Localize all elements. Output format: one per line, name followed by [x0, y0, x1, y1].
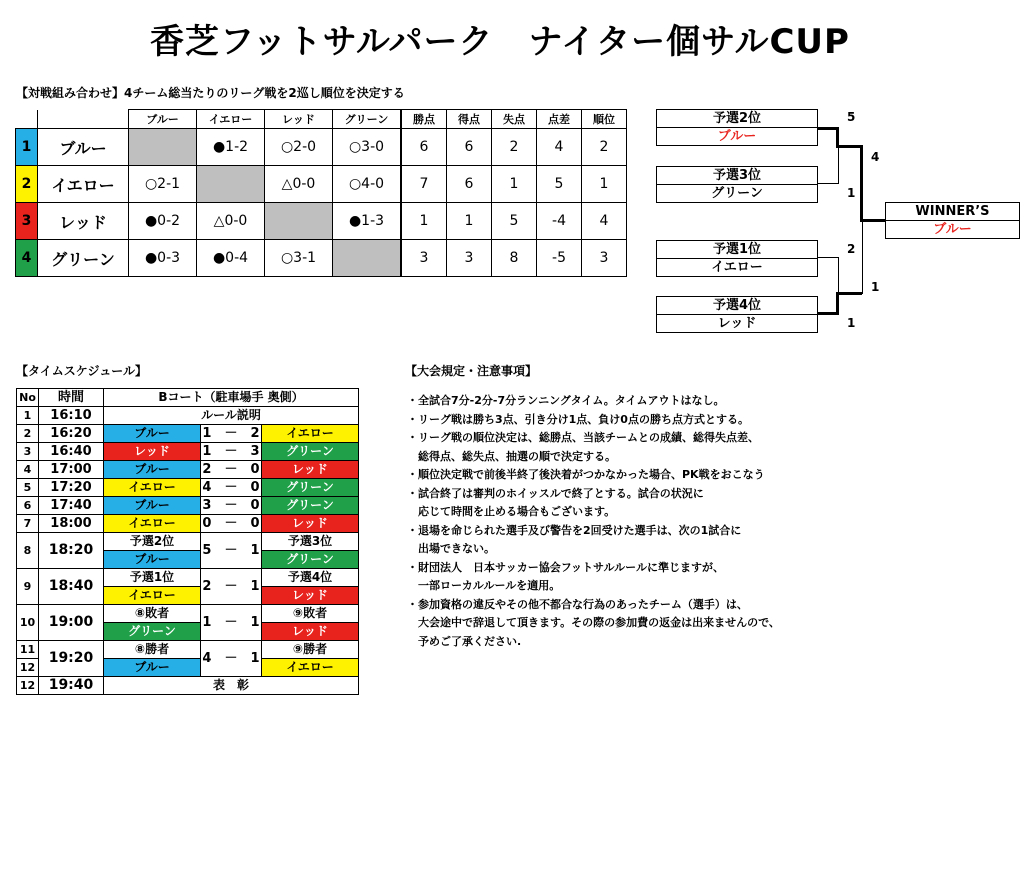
match-time: 18:40	[39, 569, 104, 605]
stat-cell: 1	[447, 203, 492, 240]
away-team: グリーン	[262, 551, 359, 569]
team-name: レッド	[38, 203, 129, 240]
league-row	[16, 240, 627, 277]
match-time: 18:00	[39, 515, 104, 533]
result-cell: ○2-1	[129, 166, 197, 203]
rule-line: 一部ローカルルールを適用。	[407, 579, 561, 592]
away-seed-label: ⑨敗者	[262, 605, 359, 623]
bracket-line	[836, 145, 862, 148]
match-no: 9	[17, 569, 39, 605]
bracket-line	[818, 127, 838, 130]
match-no: 6	[17, 497, 39, 515]
match-score: 4 － 1	[201, 641, 262, 677]
stat-cell: 1	[401, 203, 447, 240]
bracket-line	[860, 219, 886, 222]
bracket-slot	[656, 109, 818, 146]
schedule-col-no: No	[17, 389, 39, 407]
match-score: 0 － 0	[202, 516, 260, 531]
team-number: 2	[16, 166, 38, 203]
match-no: 8	[17, 533, 39, 569]
result-cell: ○3-1	[265, 240, 333, 277]
schedule-row	[17, 533, 359, 551]
team-number: 4	[16, 240, 38, 277]
schedule-note: ルール説明	[104, 407, 359, 425]
league-col-blue: ブルー	[129, 110, 197, 129]
stat-cell: -5	[537, 240, 582, 277]
team-name: グリーン	[38, 240, 129, 277]
schedule-header-row	[17, 389, 359, 407]
bracket-slot-label: 予選2位	[657, 110, 817, 128]
schedule-row	[17, 605, 359, 623]
match-score: 2 － 1	[201, 569, 262, 605]
match-no: 7	[17, 515, 39, 533]
home-team: レッド	[104, 443, 201, 461]
result-cell-self	[129, 129, 197, 166]
result-cell: ●1-2	[197, 129, 265, 166]
bracket-slot-label: 予選1位	[657, 241, 817, 259]
rule-line: 大会途中で辞退して頂きます。その際の参加費の返金は出来ませんので、	[407, 616, 780, 629]
bracket-score: 5	[847, 110, 856, 124]
result-cell-self	[197, 166, 265, 203]
stat-cell: 6	[447, 166, 492, 203]
rule-line: ・リーグ戦は勝ち3点、引き分け1点、負け0点の勝ち点方式とする。	[407, 412, 749, 426]
result-cell: ●0-2	[129, 203, 197, 240]
bracket-line	[836, 292, 839, 315]
schedule-note: 表 彰	[104, 677, 359, 695]
league-row	[16, 129, 627, 166]
away-team: レッド	[262, 623, 359, 641]
home-team: ブルー	[104, 425, 201, 443]
stat-cell: 1	[492, 166, 537, 203]
league-col-goals-for: 得点	[447, 110, 492, 129]
bracket-slot	[656, 296, 818, 333]
league-col-red: レッド	[265, 110, 333, 129]
bracket-slot-team: イエロー	[711, 260, 763, 275]
match-score: 3 － 0	[202, 498, 260, 513]
page-title: 香芝フットサルパーク ナイター個サルCUP	[150, 22, 850, 62]
result-cell: △0-0	[197, 203, 265, 240]
match-time: 19:00	[39, 605, 104, 641]
schedule-row	[17, 461, 359, 479]
bracket-slot-label: 予選3位	[657, 167, 817, 185]
match-score: 2 － 0	[202, 462, 260, 477]
schedule-row	[17, 479, 359, 497]
rule-line: ・参加資格の違反やその他不都合な行為のあったチーム（選手）は、	[407, 597, 748, 611]
bracket-slot-team: グリーン	[711, 186, 763, 201]
match-no: 11	[17, 641, 39, 659]
away-seed-label: ⑨勝者	[262, 641, 359, 659]
stat-cell: 7	[401, 166, 447, 203]
result-cell: △0-0	[265, 166, 333, 203]
schedule-row	[17, 569, 359, 587]
league-header-row	[16, 110, 627, 129]
league-caption: 【対戦組み合わせ】4チーム総当たりのリーグ戦を2巡し順位を決定する	[16, 86, 405, 100]
match-time: 17:20	[39, 479, 104, 497]
schedule-row	[17, 515, 359, 533]
bracket-score: 1	[871, 280, 880, 294]
stat-cell: 6	[401, 129, 447, 166]
match-time: 17:40	[39, 497, 104, 515]
match-time: 19:20	[39, 641, 104, 677]
league-col-goal-diff: 点差	[537, 110, 582, 129]
match-no: 2	[17, 425, 39, 443]
stat-cell: 4	[537, 129, 582, 166]
home-team: グリーン	[104, 623, 201, 641]
bracket-slot-team: レッド	[717, 316, 757, 331]
home-seed-label: ⑧勝者	[104, 641, 201, 659]
league-row	[16, 166, 627, 203]
away-team: グリーン	[262, 443, 359, 461]
rule-line: 出場できない。	[407, 542, 495, 555]
rules-caption: 【大会規定・注意事項】	[405, 364, 538, 378]
match-no: 12	[17, 659, 39, 677]
away-seed-label: 予選3位	[262, 533, 359, 551]
bracket-slot	[656, 240, 818, 277]
match-no: 1	[17, 407, 39, 425]
home-team: イエロー	[104, 479, 201, 497]
home-seed-label: 予選2位	[104, 533, 201, 551]
bracket-score: 1	[847, 316, 856, 330]
home-seed-label: ⑧敗者	[104, 605, 201, 623]
match-time: 16:10	[39, 407, 104, 425]
match-score: 1 － 2	[202, 426, 260, 441]
league-col-rank: 順位	[582, 110, 627, 129]
match-time: 16:40	[39, 443, 104, 461]
winner-label: WINNER’S	[886, 203, 1019, 221]
rule-line: ・全試合7分-2分-7分ランニングタイム。タイムアウトはなし。	[407, 394, 725, 407]
away-team: イエロー	[262, 659, 359, 677]
home-team: ブルー	[104, 497, 201, 515]
away-team: グリーン	[262, 497, 359, 515]
rule-line: 応じて時間を止める場合もございます。	[407, 505, 616, 518]
stat-cell: 2	[582, 129, 627, 166]
schedule-col-court: Bコート（駐車場手 奥側）	[104, 389, 359, 407]
result-cell: ○2-0	[265, 129, 333, 166]
league-col-points: 勝点	[401, 110, 447, 129]
bracket-line	[818, 183, 838, 184]
match-no: 12	[17, 677, 39, 695]
rule-line: ・財団法人 日本サッカー協会フットサルルールに準じますが、	[407, 560, 724, 574]
rule-line: ・順位決定戦で前後半終了後決着がつかなかった場合、PK戦をおこなう	[407, 468, 765, 481]
stat-cell: 5	[537, 166, 582, 203]
stat-cell: 3	[401, 240, 447, 277]
bracket-line	[836, 127, 839, 147]
team-name: ブルー	[38, 129, 129, 166]
result-cell: ○4-0	[333, 166, 402, 203]
away-team: レッド	[262, 587, 359, 605]
home-team: ブルー	[104, 551, 201, 569]
stat-cell: 3	[582, 240, 627, 277]
match-time: 17:00	[39, 461, 104, 479]
bracket-score: 4	[871, 150, 880, 164]
stat-cell: 3	[447, 240, 492, 277]
bracket-line	[838, 147, 839, 184]
schedule-table	[16, 388, 359, 695]
bracket-line	[836, 292, 862, 295]
result-cell: ○3-0	[333, 129, 402, 166]
rule-line: ・試合終了は審判のホイッスルで終了とする。試合の状況に	[407, 486, 704, 500]
away-seed-label: 予選4位	[262, 569, 359, 587]
bracket-line	[862, 220, 863, 294]
stat-cell: 5	[492, 203, 537, 240]
match-score: 5 － 1	[201, 533, 262, 569]
match-no: 4	[17, 461, 39, 479]
match-no: 10	[17, 605, 39, 641]
bracket-slot	[656, 166, 818, 203]
stat-cell: 4	[582, 203, 627, 240]
bracket-slot-label: 予選4位	[657, 297, 817, 315]
schedule-row	[17, 497, 359, 515]
stat-cell: 2	[492, 129, 537, 166]
away-team: レッド	[262, 515, 359, 533]
result-cell: ●1-3	[333, 203, 402, 240]
schedule-col-time: 時間	[39, 389, 104, 407]
bracket-line	[860, 145, 863, 220]
match-no: 5	[17, 479, 39, 497]
rule-line: 予めご了承ください.	[407, 634, 522, 648]
home-team: イエロー	[104, 587, 201, 605]
match-score: 1 － 3	[202, 444, 260, 459]
schedule-row	[17, 407, 359, 425]
bracket-slot-team: ブルー	[717, 129, 757, 144]
match-time: 16:20	[39, 425, 104, 443]
schedule-row	[17, 641, 359, 659]
away-team: グリーン	[262, 479, 359, 497]
bracket-score: 2	[847, 242, 856, 256]
match-no: 3	[17, 443, 39, 461]
league-table	[15, 109, 627, 277]
team-name: イエロー	[38, 166, 129, 203]
league-row	[16, 203, 627, 240]
team-number: 1	[16, 129, 38, 166]
bracket-winner	[885, 202, 1020, 239]
home-seed-label: 予選1位	[104, 569, 201, 587]
result-cell: ●0-3	[129, 240, 197, 277]
match-time: 19:40	[39, 677, 104, 695]
league-col-green: グリーン	[333, 110, 402, 129]
schedule-row	[17, 425, 359, 443]
bracket-line	[818, 257, 838, 258]
stat-cell: 6	[447, 129, 492, 166]
stat-cell: -4	[537, 203, 582, 240]
away-team: レッド	[262, 461, 359, 479]
bracket-line	[818, 312, 838, 315]
rule-line: ・退場を命じられた選手及び警告を2回受けた選手は、次の1試合に	[407, 523, 742, 537]
stat-cell: 1	[582, 166, 627, 203]
team-number: 3	[16, 203, 38, 240]
match-time: 18:20	[39, 533, 104, 569]
schedule-caption: 【タイムスケジュール】	[16, 364, 148, 378]
away-team: イエロー	[262, 425, 359, 443]
rule-line: 総得点、総失点、抽選の順で決定する。	[407, 449, 616, 463]
bracket-line	[838, 257, 839, 293]
schedule-row	[17, 677, 359, 695]
league-col-goals-against: 失点	[492, 110, 537, 129]
result-cell-self	[333, 240, 402, 277]
league-col-yellow: イエロー	[197, 110, 265, 129]
home-team: ブルー	[104, 461, 201, 479]
rule-line: ・リーグ戦の順位決定は、総勝点、当該チームとの成績、総得失点差、	[407, 431, 759, 444]
match-score: 1 － 1	[201, 605, 262, 641]
result-cell-self	[265, 203, 333, 240]
stat-cell: 8	[492, 240, 537, 277]
rules-list	[407, 392, 780, 651]
match-score: 4 － 0	[202, 480, 260, 495]
home-team: ブルー	[104, 659, 201, 677]
winner-team: ブルー	[933, 222, 972, 237]
schedule-row	[17, 443, 359, 461]
home-team: イエロー	[104, 515, 201, 533]
bracket-score: 1	[847, 186, 856, 200]
result-cell: ●0-4	[197, 240, 265, 277]
